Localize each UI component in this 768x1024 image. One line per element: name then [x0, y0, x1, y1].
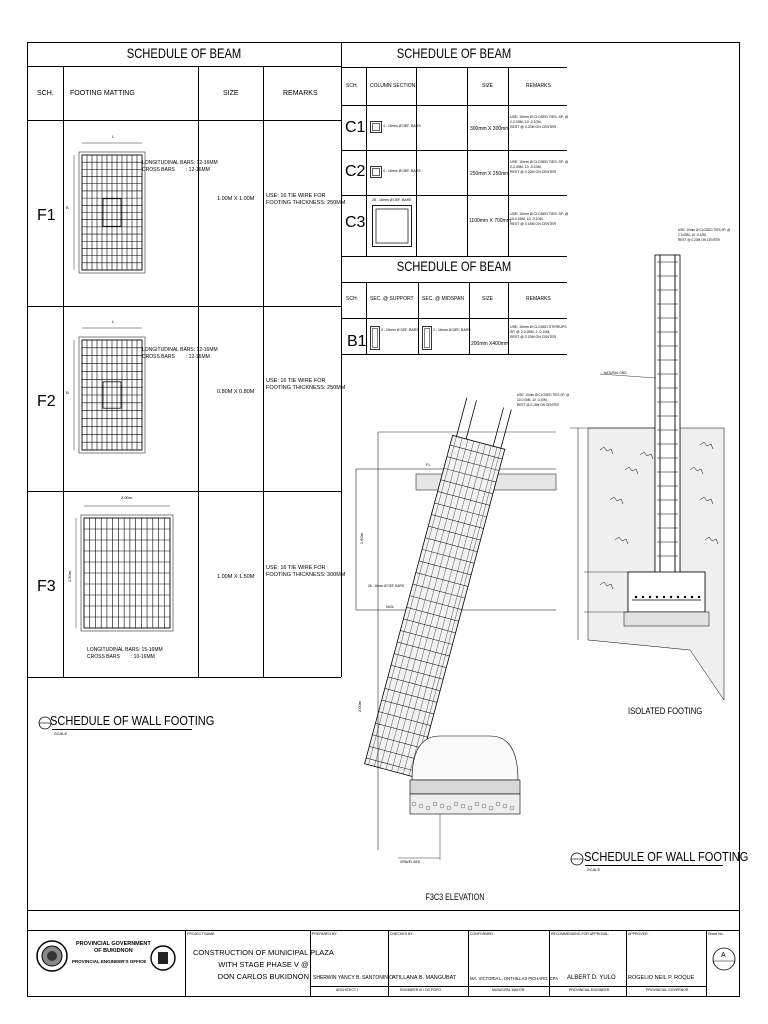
isolated-title: ISOLATED FOOTING: [628, 706, 703, 716]
elevation-gravel: GRAVEL BED: [400, 860, 421, 864]
isolated-ngl: NATURAL GND.: [604, 371, 628, 375]
conforme-name: MA. VICTORIA L. ONTHILLAS PICHARO, CPA: [470, 976, 559, 981]
size-f2: 0.80M X 0.80M: [217, 389, 255, 395]
footing-scale: SCALE: [54, 731, 68, 736]
recommending-label: RECOMMENDING FOR APPROVAL:: [551, 932, 610, 936]
bars-f2: LONGITUDINAL BARS: 12-16MM CROSS BARS : 12-16MM: [142, 347, 218, 360]
footing-caption: SCHEDULE OF WALL FOOTING: [50, 713, 215, 728]
remarks-f2: USE: 16 TIE WIRE FOR FOOTING THICKNESS: 250MM: [266, 378, 346, 391]
row-sch-c2: C2: [345, 163, 366, 180]
remarks-c2: USE: 10mm Ø CLOSED TIES: SP. @ 2-0.05M, 10 -0.10M, REST @ 0.20M ON CENTER: [510, 160, 569, 174]
remarks-c3: USE: 10mm Ø CLOSED TIES: SP. @ 10-0.05M, 10 -0.10M, REST @ 0.15M ON CENTER: [510, 212, 569, 226]
remarks-f1: USE: 16 TIE WIRE FOR FOOTING THICKNESS: 250MM: [266, 193, 346, 206]
size-f3: 1.00M X 1.50M: [217, 574, 255, 580]
row-sch-c3: C3: [345, 214, 366, 231]
col-remarks-header: REMARKS: [526, 83, 551, 89]
checked-label: CHECKED BY:: [390, 932, 414, 936]
row-sch-f2: F2: [37, 393, 56, 410]
footing-schedule-title: SCHEDULE OF BEAM: [126, 45, 242, 61]
dim-side-f2: B: [66, 390, 69, 395]
elevation-ngl: NGL: [386, 604, 395, 609]
approved-label: APPROVED:: [628, 932, 649, 936]
prepared-role: ARCHITECT I: [336, 988, 358, 992]
bars-c2: 4 - 16mm Ø DEF. BARS: [383, 169, 421, 173]
beam-sch-header: SCH.: [346, 296, 358, 302]
sheet-label: Sheet No.: [708, 932, 724, 936]
beam-support-header: SEC. @ SUPPORT: [370, 296, 414, 302]
section-marker-icon-2: [570, 852, 584, 866]
col-size: SIZE: [223, 90, 239, 97]
col-sch: SCH.: [37, 90, 54, 97]
isolated-caption: SCHEDULE OF WALL FOOTING: [584, 849, 749, 864]
sheet-number-circle: [712, 947, 736, 971]
remarks-c1: USE: 10mm Ø CLOSED TIES: SP. @ 2-0.05M, 10 -0.10M, REST @ 0.20M ON CENTER: [510, 115, 569, 129]
dim-top-f3: 2.00m: [121, 495, 133, 500]
conforme-role: MUNICIPAL MAYOR: [492, 988, 525, 992]
elevation-fgl: FL: [426, 462, 431, 467]
col-sch-header: SCH.: [346, 83, 358, 89]
elevation-title: F3C3 ELEVATION: [425, 892, 485, 902]
row-sch-b1: B1: [347, 333, 367, 350]
approved-role: PROVINCIAL GOVERNOR: [646, 988, 689, 992]
dim-top-f2: L: [112, 319, 115, 324]
checked-name: ATILLANA B. MANGUBAT: [392, 975, 457, 981]
row-sch-f3: F3: [37, 578, 56, 595]
project-label: PROJECT NAME:: [187, 932, 216, 936]
bars-f1: LONGITUDINAL BARS: 12-16MM CROSS BARS : 12-16MM: [142, 160, 218, 173]
office-name: PROVINCIAL ENGINEER'S OFFICE: [72, 959, 147, 964]
beam-remarks-header: REMARKS: [526, 296, 551, 302]
col-remarks: REMARKS: [283, 90, 318, 97]
size-c2: 250mm X 250mm: [470, 171, 510, 177]
column-schedule-title: SCHEDULE OF BEAM: [396, 45, 512, 61]
row-sch-c1: C1: [345, 119, 366, 136]
row-sch-f1: F1: [37, 207, 56, 224]
support-note: 3 - 16mm Ø DEF. BARS: [381, 328, 419, 332]
conforme-label: CONFORMED:: [470, 932, 494, 936]
beam-schedule-title: SCHEDULE OF BEAM: [396, 258, 512, 274]
prepared-label: PREPARED BY:: [312, 932, 338, 936]
beam-size-header: SIZE: [482, 296, 494, 302]
agency-name: PROVINCIAL GOVERNMENT OF BUKIDNON: [76, 941, 151, 954]
isolated-scale: SCALE: [587, 867, 601, 872]
elevation-dim-b: 2.00m: [357, 700, 363, 713]
sheet-number: A: [721, 952, 726, 959]
elevation-note-ties: USE: 10mm Ø CLOSED TIES SP. @ 10-0.05M, 10 -0.10M, REST @ 0.15M ON CENTER: [517, 393, 570, 407]
recommending-name: ALBERT D. YULO: [567, 975, 616, 981]
elevation-note-bars: 28 - 16mm Ø DEF. BARS: [368, 584, 404, 588]
project-name: CONSTRUCTION OF MUNICIPAL PLAZA WITH STAGE PHASE V @ DON CARLOS BUKIDNON: [193, 948, 334, 981]
prepared-name: SHERWIN YANCY B. SANTONINIO: [313, 975, 394, 981]
remarks-f3: USE: 16 TIE WIRE FOR FOOTING THICKNESS: 300MM: [266, 565, 346, 578]
midspan-note: 2 - 16mm Ø DEF. BARS: [433, 328, 471, 332]
size-f1: 1.00M X 1.00M: [217, 196, 255, 202]
bars-c1: 4 - 16mm Ø DEF. BARS: [383, 124, 421, 128]
col-section-header: COLUMN SECTION: [370, 83, 416, 89]
dim-top-f1: L: [112, 134, 115, 139]
beam-midspan-header: SEC. @ MIDSPAN: [422, 296, 464, 302]
elevation-dim-a: 1.60m: [359, 532, 365, 545]
approved-name: ROGELIO NEIL P. ROQUE: [628, 975, 695, 981]
bars-c3: 28 - 16mm Ø DEF. BARS: [372, 198, 412, 202]
col-footing-matting: FOOTING MATTING: [70, 90, 135, 97]
office-logo-icon: [150, 944, 176, 972]
province-seal-icon: [36, 940, 68, 972]
dim-side-f3: 1.50m: [67, 570, 73, 583]
size-c1: 300mm X 300mm: [470, 126, 510, 132]
remarks-b1: USE: 10mm Ø CLOSED STIRRUPS SP. @ 2-0.05M, 2 -0.10M, REST @ 0.20M ON CENTER: [510, 325, 567, 339]
col-size-header: SIZE: [482, 83, 494, 89]
checked-role: ENGINEER III / DC PDPO: [400, 988, 442, 992]
isolated-note: USE: 10mm Ø CLOSED TIES SP. @ 2-0.05M, 10 -0.10M, REST @ 0.20M ON CENTER: [678, 228, 731, 242]
size-c3: 1100mm X 700mm: [469, 218, 511, 224]
recommending-role: PROVINCIAL ENGINEER: [569, 988, 610, 992]
bars-f3: LONGITUDINAL BARS: 15-16MM CROSS BARS : 10-16MM: [87, 647, 163, 660]
dim-side-f1: B: [66, 205, 69, 210]
size-b1: 200mm X400mm: [471, 341, 510, 347]
